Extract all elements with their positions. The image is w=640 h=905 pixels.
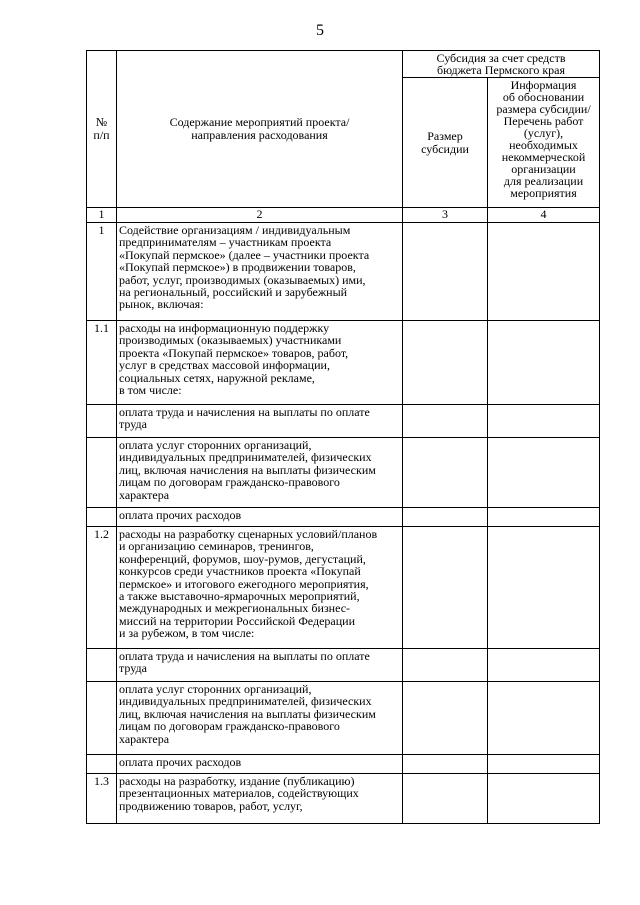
table-row <box>87 508 600 527</box>
header-number <box>87 51 117 208</box>
row-subsidy-size <box>403 774 488 824</box>
row-number <box>87 755 117 774</box>
row-content: оплата услуг сторонних организаций, индивидуальных предпринимателей, физических лиц, включая начисления на выплаты физическим лицам по договорам гражданско-правового характера <box>117 438 403 508</box>
row-subsidy-info <box>488 649 600 682</box>
header-content <box>117 51 403 208</box>
row-subsidy-info <box>488 682 600 755</box>
table-row <box>87 774 600 824</box>
header-subsidy-group-label: Субсидия за счет средств бюджета Пермского края <box>436 51 566 77</box>
table-row <box>87 438 600 508</box>
row-subsidy-size <box>403 438 488 508</box>
row-content: оплата услуг сторонних организаций, индивидуальных предпринимателей, физических лиц, включая начисления на выплаты физическим лицам по договорам гражданско-правового характера <box>117 682 403 755</box>
table-row <box>87 527 600 649</box>
table-row <box>87 321 600 405</box>
row-subsidy-info <box>488 405 600 438</box>
header-subsidy-info <box>488 78 600 208</box>
row-subsidy-size <box>403 405 488 438</box>
row-number: 1.1 <box>87 321 117 405</box>
row-number: 1.3 <box>87 774 117 824</box>
table-row <box>87 682 600 755</box>
table-header <box>87 51 600 223</box>
row-number <box>87 508 117 527</box>
row-number: 1 <box>87 223 117 321</box>
row-subsidy-info <box>488 527 600 649</box>
row-content: оплата труда и начисления на выплаты по оплате труда <box>117 649 403 682</box>
row-content: расходы на информационную поддержку производимых (оказываемых) участниками проекта «Покупай пермское» товаров, работ, услуг в средствах массовой информации, социальных сетях, наружной рекламе, в том числе: <box>117 321 403 405</box>
header-subsidy-size-label: Размер субсидии <box>421 128 469 156</box>
row-content: оплата труда и начисления на выплаты по оплате труда <box>117 405 403 438</box>
table-row <box>87 755 600 774</box>
row-number: 1.2 <box>87 527 117 649</box>
row-content: расходы на разработку, издание (публикацию) презентационных материалов, содействующих продвижению товаров, работ, услуг, <box>117 774 403 824</box>
row-number <box>87 405 117 438</box>
table-row <box>87 223 600 321</box>
subsidy-table <box>86 50 600 824</box>
column-number: 1 <box>87 208 117 223</box>
row-subsidy-info <box>488 438 600 508</box>
row-number <box>87 649 117 682</box>
row-subsidy-size <box>403 682 488 755</box>
row-subsidy-info <box>488 774 600 824</box>
row-number <box>87 438 117 508</box>
column-number: 4 <box>488 208 600 223</box>
row-subsidy-info <box>488 508 600 527</box>
column-number: 2 <box>117 208 403 223</box>
row-content: Содействие организациям / индивидуальным предпринимателям – участникам проекта «Покупай пермское» (далее – участники проекта «Покупай пермское») в продвижении товаров, работ, услуг, производимых (оказываемых) ими, на региональный, российский и зарубежный рынок, включая: <box>117 223 403 321</box>
table-body <box>87 223 600 824</box>
header-content-label: Содержание мероприятий проекта/ направления расходования <box>169 115 350 142</box>
row-subsidy-size <box>403 321 488 405</box>
row-subsidy-info <box>488 321 600 405</box>
row-subsidy-size <box>403 527 488 649</box>
table-row <box>87 649 600 682</box>
header-subsidy-info-label: Информация об обосновании размера субсидии/ Перечень работ (услуг), необходимых некоммерческой организации для реализации мероприятия <box>496 78 591 200</box>
row-number <box>87 682 117 755</box>
header-number-label: № п/п <box>93 115 110 142</box>
column-number: 3 <box>403 208 488 223</box>
header-subsidy-size <box>403 78 488 208</box>
row-subsidy-size <box>403 755 488 774</box>
page-number: 5 <box>316 22 324 39</box>
row-subsidy-size <box>403 649 488 682</box>
row-subsidy-size <box>403 223 488 321</box>
row-content: оплата прочих расходов <box>117 755 403 774</box>
row-subsidy-size <box>403 508 488 527</box>
row-subsidy-info <box>488 755 600 774</box>
row-subsidy-info <box>488 223 600 321</box>
row-content: расходы на разработку сценарных условий/планов и организацию семинаров, тренингов, конференций, форумов, шоу-румов, дегустаций, конкурсов среди участников проекта «Покупай пермское» и итогового ежегодного мероприятия, а также выставочно-ярмарочных мероприятий, международных и межрегиональных бизнес- миссий на территории Российской Федерации и за рубежом, в том числе: <box>117 527 403 649</box>
table-row <box>87 405 600 438</box>
column-numbers-row <box>87 208 600 223</box>
row-content: оплата прочих расходов <box>117 508 403 527</box>
header-subsidy-group <box>403 51 600 78</box>
